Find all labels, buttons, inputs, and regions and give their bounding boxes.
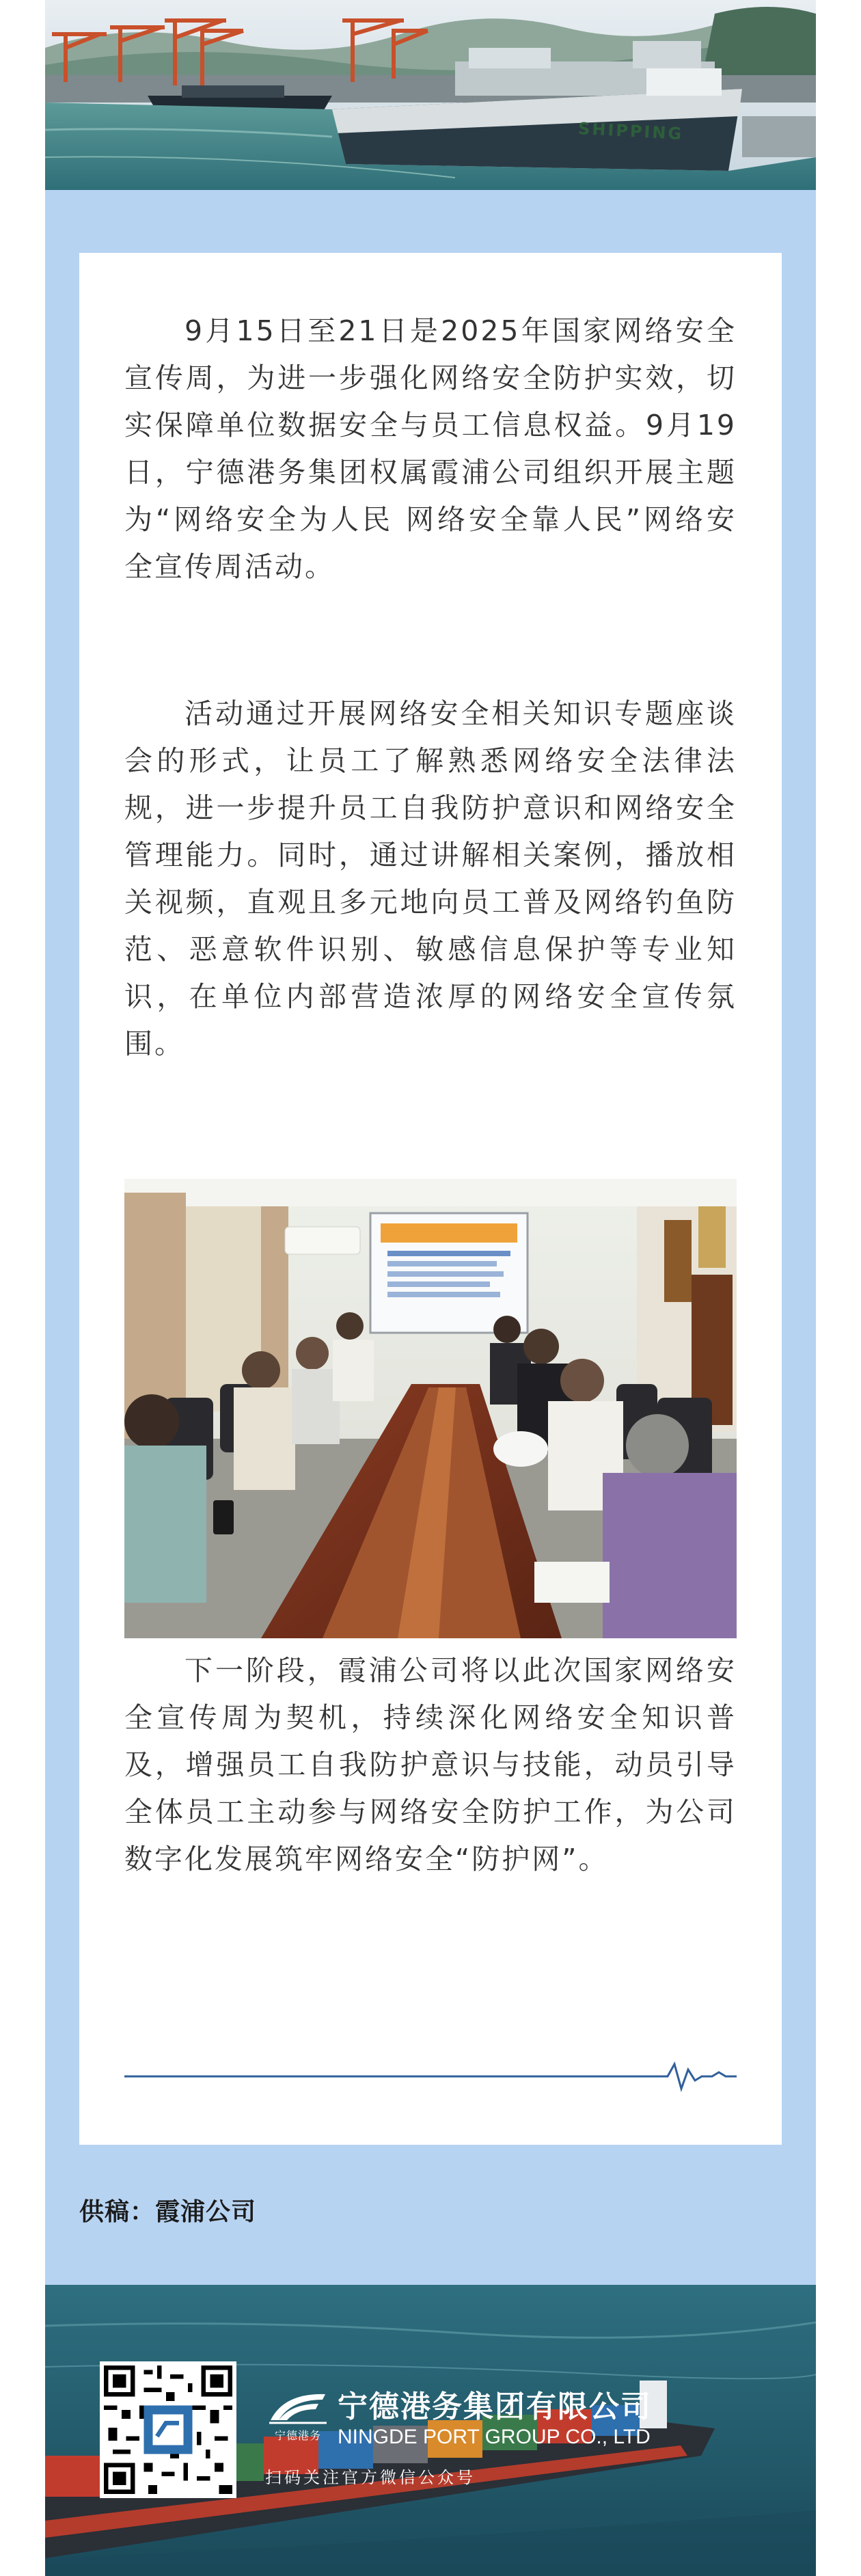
top-banner <box>45 0 816 190</box>
contributor-credit: 供稿：霞浦公司 <box>79 2198 257 2226</box>
ship-hull-label: SHIPPING <box>577 118 684 144</box>
qr-code[interactable] <box>100 2361 236 2498</box>
company-logo-icon <box>264 2386 332 2430</box>
logo-caption: 宁德港务 <box>274 2429 321 2442</box>
article-card <box>79 253 782 2145</box>
heartbeat-divider <box>124 2056 737 2097</box>
article-page <box>45 0 816 2576</box>
meeting-room-photo <box>124 1179 737 1638</box>
footer-banner <box>45 2285 816 2576</box>
company-name-en: NINGDE PORT GROUP CO., LTD <box>338 2426 651 2448</box>
meeting-photo <box>124 1179 737 1638</box>
qr-code-icon <box>104 2365 232 2494</box>
article-paragraph-1: 9月15日至21日是2025年国家网络安全宣传周，为进一步强化网络安全防护实效，切实保障单位数据安全与员工信息权益。9月19日，宁德港务集团权属霞浦公司组织开展主题为“网络安全为人民 网络安全靠人民”网络安全宣传周活动。 <box>124 314 737 583</box>
article-paragraph-2: 活动通过开展网络安全相关知识专题座谈会的形式，让员工了解熟悉网络安全法律法规，进一步提升员工自我防护意识和网络安全管理能力。同时，通过讲解相关案例，播放相关视频，直观且多元地向员工普及网络钓鱼防范、恶意软件识别、敏感信息保护等专业知识，在单位内部营造浓厚的网络安全宣传氛围。 <box>124 697 737 1060</box>
port-cranes-photo <box>45 0 816 190</box>
company-name-cn: 宁德港务集团有限公司 <box>338 2389 652 2424</box>
qr-scan-hint: 扫码关注官方微信公众号 <box>265 2468 476 2487</box>
article-paragraph-3: 下一阶段，霞浦公司将以此次国家网络安全宣传周为契机，持续深化网络安全知识普及，增强员工自我防护意识与技能，动员引导全体员工主动参与网络安全防护工作，为公司数字化发展筑牢网络安全“防护网”。 <box>124 1654 737 1875</box>
